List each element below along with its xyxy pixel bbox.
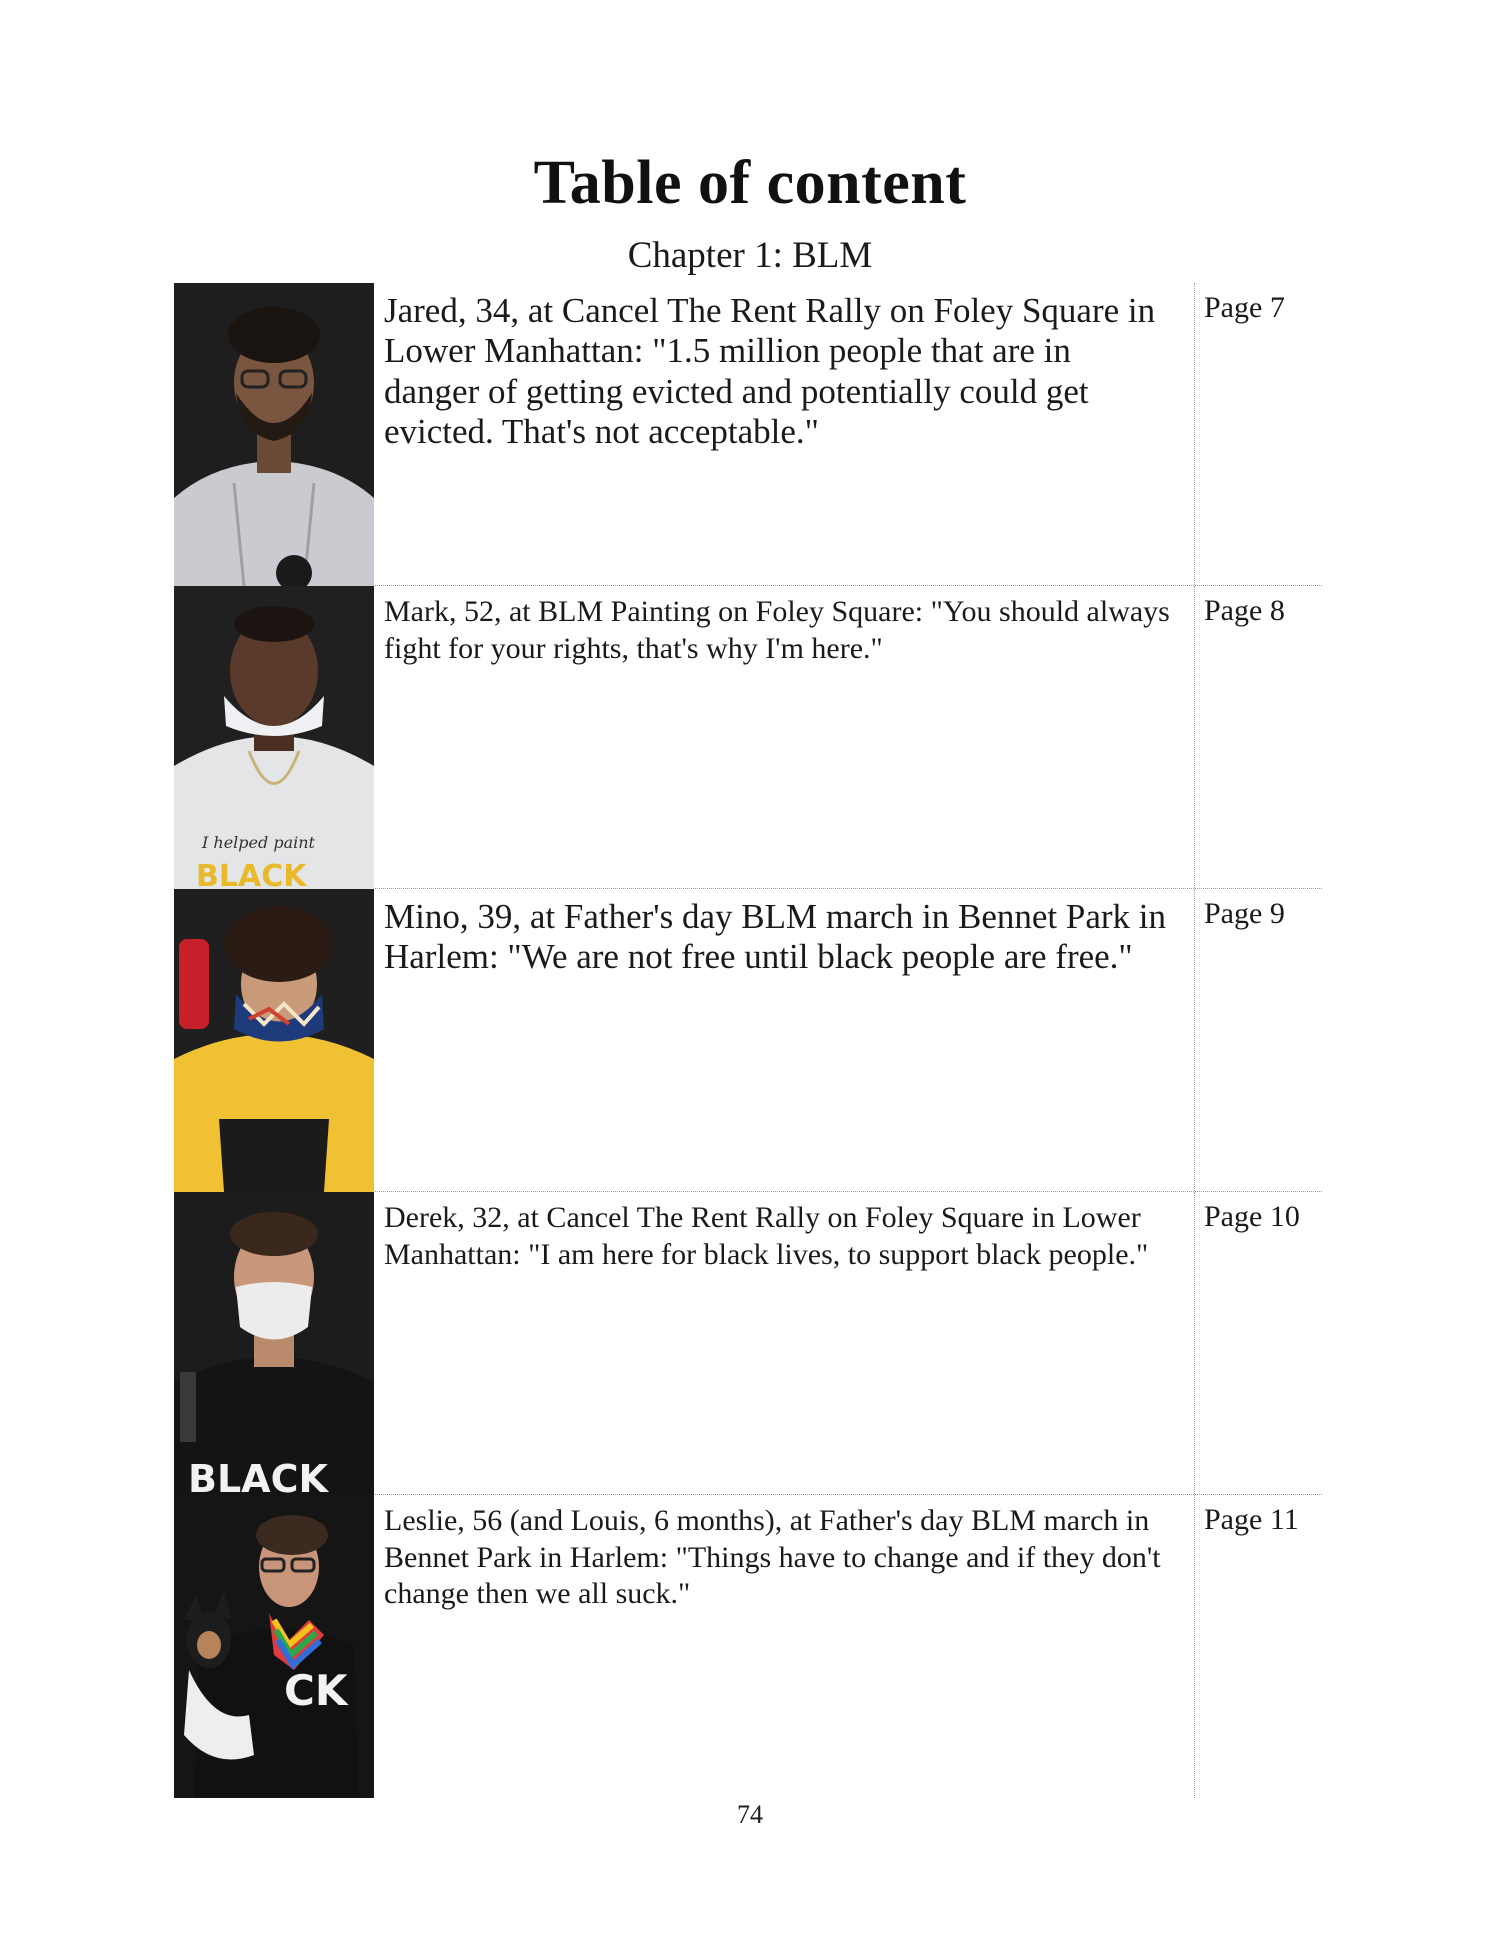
page-number: 74 [737, 1800, 763, 1829]
entry-page-link[interactable]: Page 7 [1194, 283, 1285, 585]
chapter-heading: Chapter 1: BLM [627, 235, 873, 276]
entry-page-link[interactable]: Page 11 [1194, 1495, 1299, 1798]
toc-row [174, 1192, 1322, 1495]
entry-page-link[interactable]: Page 9 [1194, 889, 1285, 1191]
entry-description: Mino, 39, at Father's day BLM march in Bennet Park in Harlem: "We are not free until black people are free." [384, 897, 1167, 977]
shirt-text-black: BLACK [196, 859, 307, 889]
toc-row [174, 1495, 1322, 1798]
toc-table [174, 283, 1322, 1798]
portrait-photo-jared [174, 283, 374, 586]
shirt-text-black: BLACK [188, 1457, 328, 1495]
toc-row [174, 283, 1322, 586]
entry-description: Jared, 34, at Cancel The Rent Rally on Foley Square in Lower Manhattan: "1.5 million people that are in danger of getting evicted and potentially could get evicted. That's not acceptable." [384, 291, 1156, 451]
entry-description: Leslie, 56 (and Louis, 6 months), at Father's day BLM march in Bennet Park in Harlem: "Things have to change and if they don't change then we all suck." [384, 1504, 1161, 1611]
portrait-photo-derek [174, 1192, 374, 1495]
entry-description: Mark, 52, at BLM Painting on Foley Square: "You should always fight for your rights, that's why I'm here." [384, 595, 1170, 665]
portrait-photo-mark [174, 586, 374, 889]
entry-description: Derek, 32, at Cancel The Rent Rally on Foley Square in Lower Manhattan: "I am here for black lives, to support black people." [384, 1201, 1149, 1271]
portrait-photo-leslie [174, 1495, 374, 1798]
shirt-text: I helped paint [202, 833, 315, 852]
entry-page-link[interactable]: Page 8 [1194, 586, 1285, 888]
shirt-text-black: CK [284, 1666, 348, 1715]
portrait-photo-mino [174, 889, 374, 1192]
toc-row [174, 586, 1322, 889]
page-title: Table of content [533, 149, 967, 217]
entry-page-link[interactable]: Page 10 [1194, 1192, 1300, 1494]
toc-row [174, 889, 1322, 1192]
